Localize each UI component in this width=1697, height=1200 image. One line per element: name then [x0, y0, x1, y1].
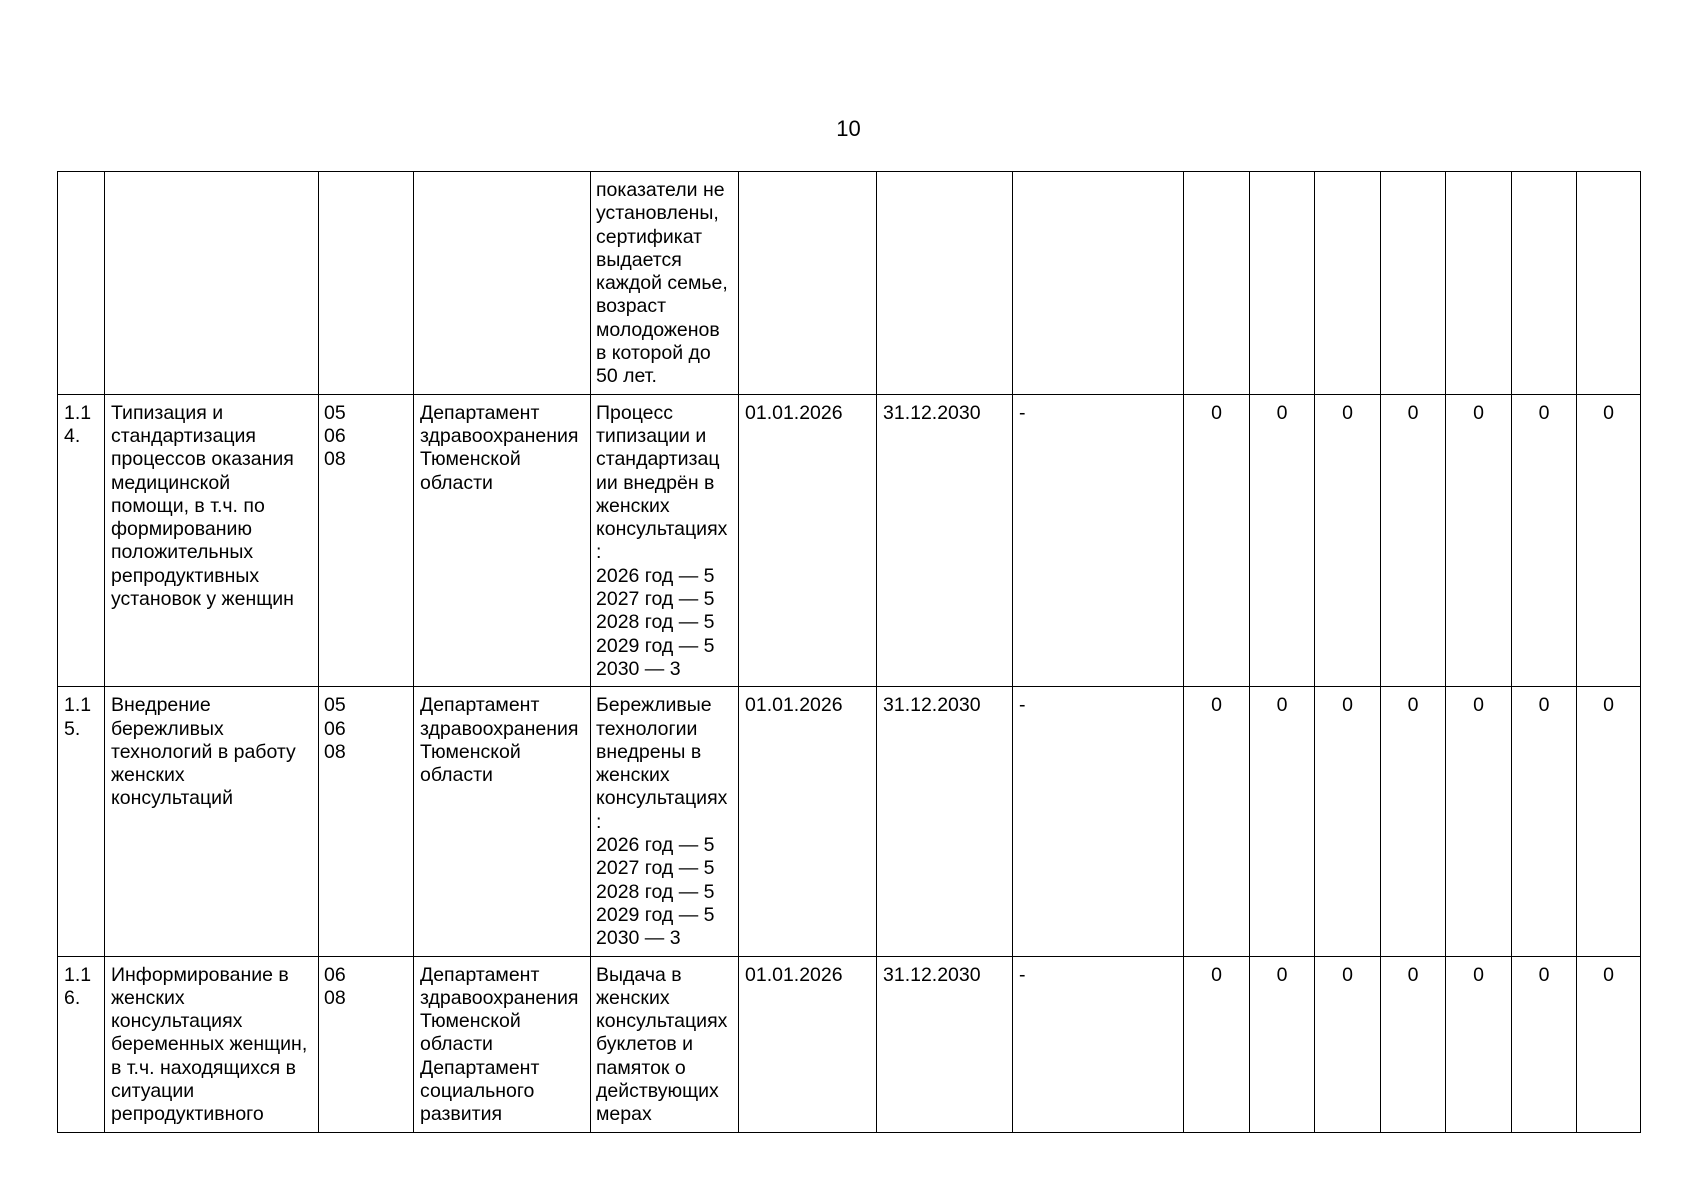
note-cell: -: [1013, 956, 1184, 1132]
measure-name-cell: Информирование в женских консультациях беременных женщин, в т.ч. находящихся в ситуации репродуктивного: [105, 956, 319, 1132]
end-date-cell: 31.12.2030: [877, 687, 1013, 956]
value-cell: 0: [1446, 394, 1512, 687]
codes-cell: 06 08: [319, 956, 414, 1132]
table-row: [58, 956, 1641, 1132]
value-cell: 0: [1250, 687, 1315, 956]
value-cell: 0: [1512, 687, 1577, 956]
measure-name-cell: Внедрение бережливых технологий в работу женских консультаций: [105, 687, 319, 956]
start-date-cell: 01.01.2026: [739, 956, 877, 1132]
value-cell: 0: [1315, 956, 1381, 1132]
start-date-cell: 01.01.2026: [739, 394, 877, 687]
executor-cell: Департамент здравоохранения Тюменской области: [414, 394, 591, 687]
value-cell: [1512, 172, 1577, 395]
result-cell: Выдача в женских консультациях буклетов и памяток о действующих мерах: [591, 956, 739, 1132]
measure-name-cell: [105, 172, 319, 395]
note-cell: [1013, 172, 1184, 395]
note-cell: -: [1013, 394, 1184, 687]
result-cell: показатели не установлены, сертификат выдается каждой семье, возраст молодоженов в которой до 50 лет.: [591, 172, 739, 395]
value-cell: 0: [1512, 394, 1577, 687]
value-cell: 0: [1577, 956, 1641, 1132]
value-cell: [1315, 172, 1381, 395]
table-row: [58, 687, 1641, 956]
value-cell: 0: [1184, 956, 1250, 1132]
executor-cell: Департамент здравоохранения Тюменской области: [414, 687, 591, 956]
row-number-cell: 1.1 4.: [58, 394, 105, 687]
end-date-cell: [877, 172, 1013, 395]
value-cell: 0: [1250, 956, 1315, 1132]
note-cell: -: [1013, 687, 1184, 956]
end-date-cell: 31.12.2030: [877, 394, 1013, 687]
value-cell: [1577, 172, 1641, 395]
value-cell: 0: [1577, 394, 1641, 687]
codes-cell: [319, 172, 414, 395]
row-number-cell: 1.1 6.: [58, 956, 105, 1132]
value-cell: 0: [1315, 687, 1381, 956]
page-number: 10: [836, 116, 861, 141]
row-number-cell: 1.1 5.: [58, 687, 105, 956]
table-row: [58, 172, 1641, 395]
value-cell: [1184, 172, 1250, 395]
start-date-cell: [739, 172, 877, 395]
row-number-cell: [58, 172, 105, 395]
end-date-cell: 31.12.2030: [877, 956, 1013, 1132]
executor-cell: [414, 172, 591, 395]
value-cell: 0: [1315, 394, 1381, 687]
table-row: [58, 394, 1641, 687]
codes-cell: 05 06 08: [319, 687, 414, 956]
executor-cell: Департамент здравоохранения Тюменской области Департамент социального развития: [414, 956, 591, 1132]
value-cell: 0: [1577, 687, 1641, 956]
value-cell: 0: [1446, 687, 1512, 956]
start-date-cell: 01.01.2026: [739, 687, 877, 956]
codes-cell: 05 06 08: [319, 394, 414, 687]
value-cell: 0: [1381, 956, 1446, 1132]
value-cell: 0: [1250, 394, 1315, 687]
value-cell: [1381, 172, 1446, 395]
value-cell: 0: [1184, 394, 1250, 687]
value-cell: [1250, 172, 1315, 395]
measures-table: [57, 171, 1641, 1133]
value-cell: 0: [1184, 687, 1250, 956]
value-cell: 0: [1446, 956, 1512, 1132]
measure-name-cell: Типизация и стандартизация процессов оказания медицинской помощи, в т.ч. по формированию положительных репродуктивных установок у женщин: [105, 394, 319, 687]
value-cell: 0: [1381, 687, 1446, 956]
value-cell: 0: [1381, 394, 1446, 687]
value-cell: [1446, 172, 1512, 395]
value-cell: 0: [1512, 956, 1577, 1132]
result-cell: Процесс типизации и стандартизац ии внедрён в женских консультациях : 2026 год — 5 2027 год — 5 2028 год — 5 2029 год — 5 2030 — 3: [591, 394, 739, 687]
result-cell: Бережливые технологии внедрены в женских консультациях : 2026 год — 5 2027 год — 5 2028 год — 5 2029 год — 5 2030 — 3: [591, 687, 739, 956]
